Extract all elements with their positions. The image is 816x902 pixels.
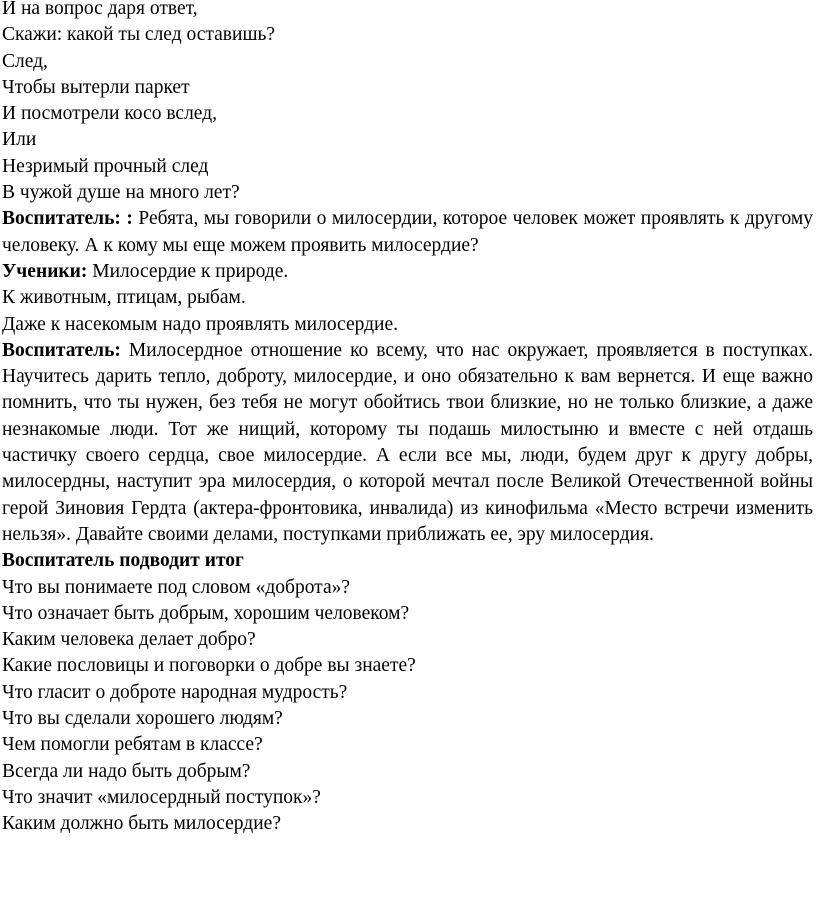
question-item: Что вы сделали хорошего людям? [2,708,283,730]
question-item: Каким человека делает добро? [2,629,256,651]
poem-line: След, [2,50,48,72]
paragraph-text: Милосердие к природе. [87,260,289,282]
question-item: Что значит «милосердный поступок»? [2,786,321,808]
students-paragraph [2,259,813,285]
poem-line: Незримый прочный след [2,155,209,177]
speaker-label: Воспитатель: : [2,208,133,230]
students-line: Даже к насекомым надо проявлять милосердие. [2,313,398,335]
question-item: Всегда ли надо быть добрым? [2,760,251,782]
question-list [2,575,813,838]
summary-heading: Воспитатель подводит итог [2,550,244,572]
poem-line: И посмотрели косо вслед, [2,103,217,125]
question-item: Чем помогли ребятам в классе? [2,734,263,756]
poem-line: Скажи: какой ты след оставишь? [2,24,276,46]
poem-line: И на вопрос даря ответ, [2,0,198,19]
poem-line: В чужой душе на много лет? [2,182,240,204]
question-item: Каким должно быть милосердие? [2,813,281,835]
question-item: Что гласит о доброте народная мудрость? [2,681,348,703]
speaker-label: Ученики: [2,260,88,282]
question-item: Что вы понимаете под словом «доброта»? [2,576,351,598]
students-line: К животным, птицам, рыбам. [2,287,246,309]
paragraph-text: Ребята, мы говорили о милосердии, которое человек может проявлять к другому человеку. А к кому мы еще можем проявить милосердие? [2,208,813,256]
question-item: Что означает быть добрым, хорошим человеком? [2,602,410,624]
poem-line: Или [2,129,37,151]
question-item: Какие пословицы и поговорки о добре вы знаете? [2,655,416,677]
poem-block [2,0,813,206]
teacher-paragraph-2 [2,338,813,548]
speaker-label: Воспитатель: [2,339,121,361]
poem-line: Чтобы вытерли паркет [2,76,190,98]
paragraph-text: Милосердное отношение ко всему, что нас окружает, проявляется в поступках. Научитесь дарить тепло, доброту, милосердие, и оно обязательно к вам вернется. И еще важно помнить, что ты нужен, без тебя не могут обойтись твои близкие, но не только близкие, а даже незнакомые люди. Тот же нищий, которому ты подашь милостыню и вместе с ней отдашь частичку своего сердца, свое милосердие. А если все мы, люди, будем друг к другу добры, милосердны, наступит эра милосердия, о которой мечтал после Великой Отечественной войны герой Зиновия Гердта (актера-фронтовика, инвалида) из кинофильма «Место встречи изменить нельзя». Давайте своими делами, поступками приближать ее, эру милосердия. [2,339,813,545]
teacher-paragraph-1 [2,206,813,259]
